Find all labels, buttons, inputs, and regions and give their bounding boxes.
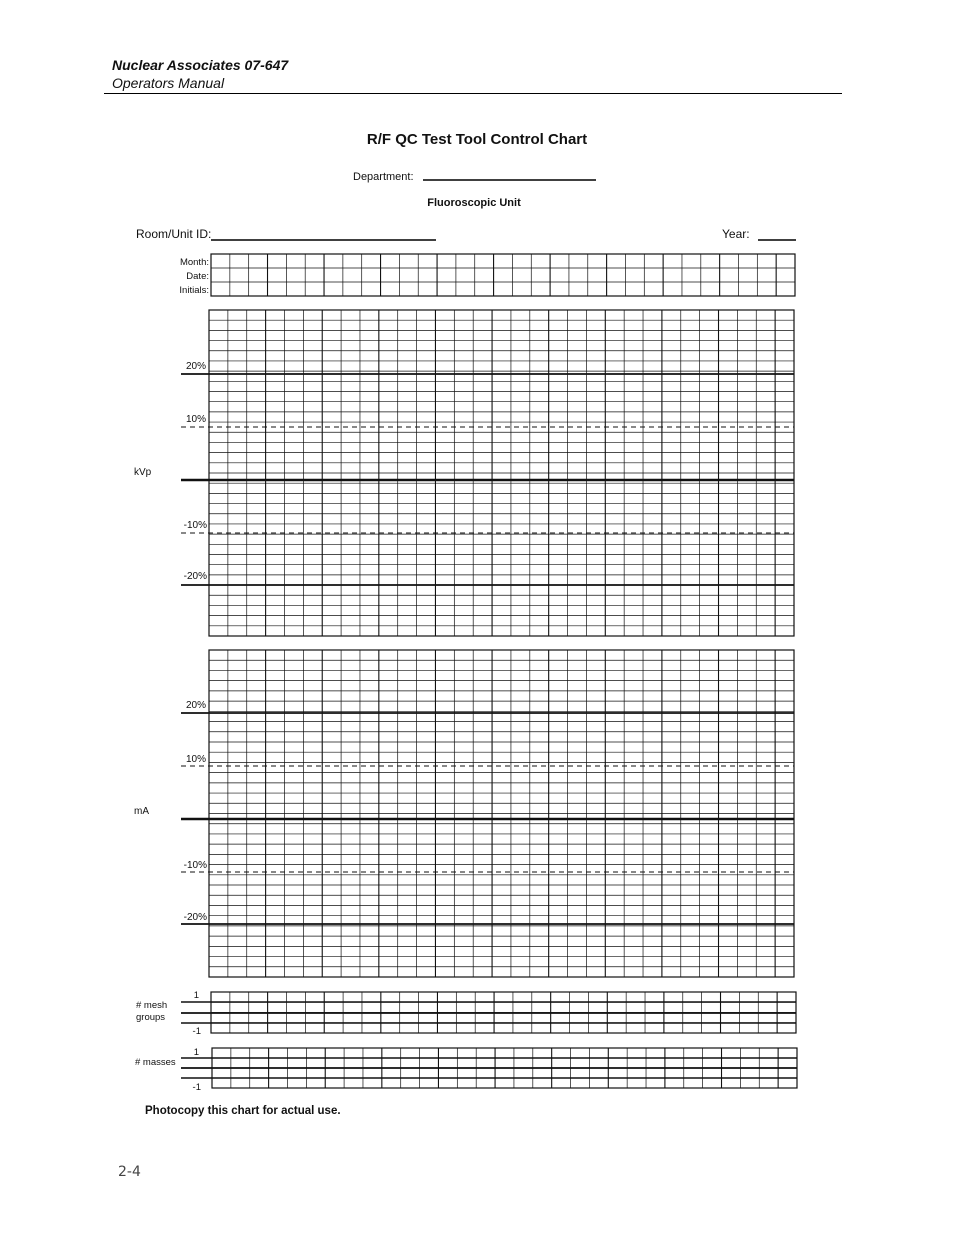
mesh-label-line2: groups	[136, 1012, 166, 1023]
date-header-grid[interactable]	[211, 254, 795, 296]
kvp-tick-minus10: -10%	[183, 520, 207, 531]
initials-row-label: Initials:	[179, 285, 209, 296]
unit-type-label: Fluoroscopic Unit	[427, 197, 521, 209]
manual-subtitle: Operators Manual	[112, 75, 225, 91]
ma-axis-label: mA	[134, 806, 149, 817]
room-unit-label: Room/Unit ID:	[136, 227, 212, 241]
chart-grids	[181, 254, 797, 1088]
kvp-axis-label: kVp	[134, 467, 152, 478]
kvp-tick-plus20: 20%	[185, 361, 206, 372]
mesh-tick-top: 1	[193, 990, 199, 1001]
page-number: 2-4	[118, 1164, 141, 1180]
form-title: R/F QC Test Tool Control Chart	[366, 131, 588, 148]
month-row-label: Month:	[179, 257, 209, 268]
ma-tick-plus20: 20%	[185, 700, 206, 711]
masses-tick-bottom: -1	[192, 1082, 201, 1093]
ma-tick-minus20: -20%	[183, 912, 207, 923]
mesh-label-line1: # mesh	[136, 1000, 168, 1011]
manual-title: Nuclear Associates 07-647	[112, 57, 289, 73]
department-label: Department:	[353, 171, 414, 183]
masses-tick-top: 1	[193, 1047, 199, 1058]
ma-tick-plus10: 10%	[185, 754, 206, 765]
year-label: Year:	[722, 227, 750, 241]
photocopy-note: Photocopy this chart for actual use.	[145, 1105, 341, 1117]
ma-tick-minus10: -10%	[183, 860, 207, 871]
date-row-label: Date:	[186, 271, 209, 282]
mesh-tick-bottom: -1	[192, 1026, 201, 1037]
kvp-tick-plus10: 10%	[185, 414, 206, 425]
masses-label: # masses	[135, 1057, 176, 1068]
kvp-tick-minus20: -20%	[183, 571, 207, 582]
